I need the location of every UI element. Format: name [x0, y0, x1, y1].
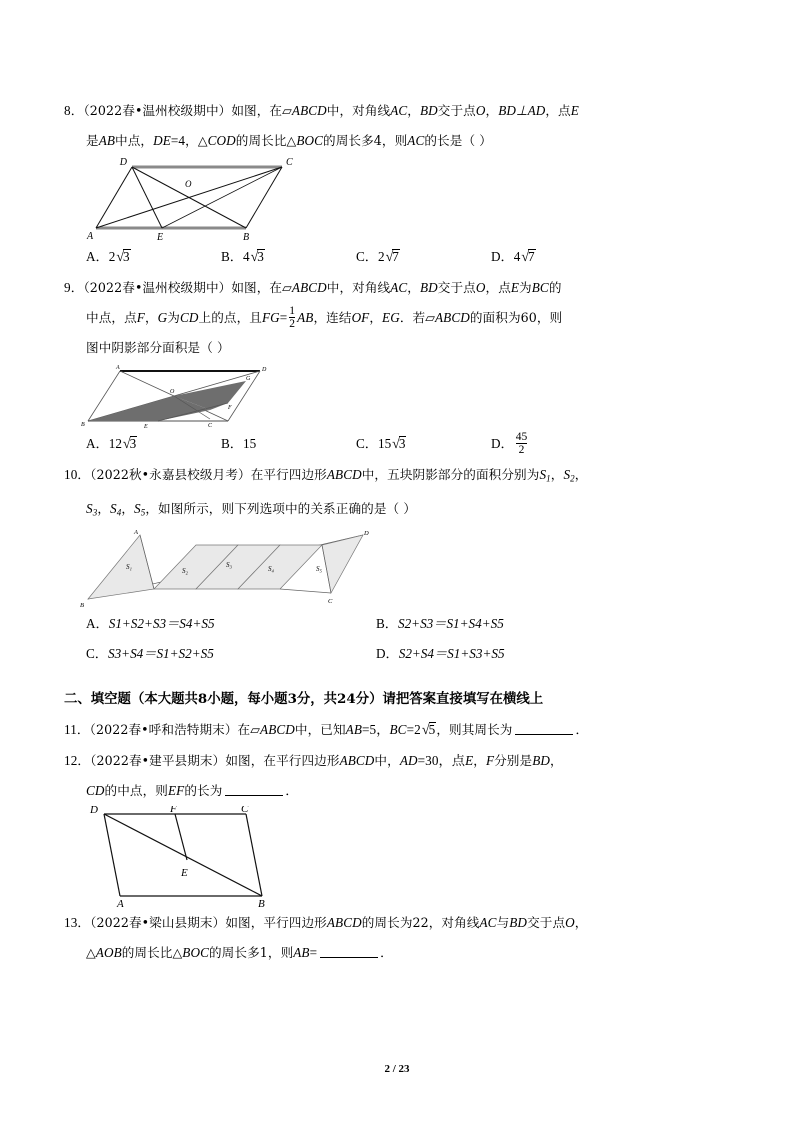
q11-answer-blank[interactable] — [515, 722, 573, 735]
q10-option-b-text: S2+S3＝S1+S4+S5 — [397, 616, 504, 632]
q10-s5-sub: 5 — [140, 507, 146, 518]
q10-label-C: C — [328, 598, 333, 606]
question-8 — [64, 96, 732, 273]
q13-t5: 的周长比△ — [121, 945, 183, 961]
question-13 — [64, 908, 732, 968]
q13-source: （2022春•梁山县期末） — [90, 915, 226, 931]
q9-t7: 中点，点 — [86, 310, 137, 325]
q12-label-A: A — [117, 898, 124, 909]
q9-c1: ， — [407, 280, 420, 295]
q10-label-S1: S₁ — [126, 563, 132, 572]
q12-t1: 如图，在平行四边形 — [225, 753, 340, 769]
q13-aob: AOB — [95, 945, 122, 961]
q9-t12: 的面积为60，则 — [469, 310, 563, 325]
q9-fg: FG — [261, 310, 280, 325]
q9-F: F — [136, 310, 145, 325]
q8-figure — [64, 156, 732, 242]
q9-label-B: B — [81, 422, 85, 428]
q8-t6: 是 — [86, 133, 99, 148]
q9-eq: = — [279, 310, 288, 325]
q13-t2: 的周长为22，对角线 — [361, 915, 480, 931]
q10-option-a-label: A． — [86, 616, 109, 632]
q8-option-b-radicand: 3 — [257, 249, 264, 264]
q10-label-D: D — [364, 530, 369, 538]
q12-t2: 中， — [374, 753, 400, 769]
q9-abcd: ABCD — [291, 280, 327, 295]
q9-t5: 为 — [519, 280, 532, 295]
q9-option-a[interactable]: A．12√3 — [86, 436, 137, 452]
q9-label-C: C — [208, 423, 213, 429]
q9-label-A: A — [116, 365, 120, 371]
q9-label-G: G — [246, 376, 251, 382]
q8-options — [64, 242, 732, 273]
q9-fraction-half — [289, 305, 295, 331]
page-content — [64, 96, 732, 968]
q9-frac-num: 1 — [289, 305, 296, 318]
q13-t6: 的周长多1，则 — [208, 945, 294, 961]
q12-label-F: F — [170, 806, 177, 816]
q8-label-A: A — [87, 231, 94, 242]
q9-ab: AB — [297, 310, 314, 325]
section-2-heading: 二、填空题（本大题共8小题，每小题3分，共24分）请把答案直接填写在横线上 — [64, 691, 544, 708]
q13-bd: BD — [509, 915, 528, 931]
q8-option-c[interactable]: C．2√7 — [356, 249, 399, 265]
question-11 — [64, 715, 732, 746]
q8-option-d-label: D． — [491, 249, 514, 264]
q9-label-D: D — [262, 367, 267, 373]
q8-t7: 中点， — [115, 133, 154, 148]
q8-option-a-coef: 2 — [108, 249, 116, 264]
q9-abcd2: ABCD — [435, 310, 470, 325]
q10-option-d-text: S2+S4＝S1+S3+S5 — [398, 646, 505, 662]
q8-option-a-radicand: 3 — [123, 249, 130, 264]
q9-cd: CD — [179, 310, 199, 325]
q8-number: 8 — [64, 103, 71, 118]
q8-option-a-label: A． — [86, 249, 109, 264]
q13-abcd: ABCD — [326, 915, 362, 931]
q11-number: 11 — [64, 722, 77, 738]
q12-ef: EF — [168, 783, 185, 799]
q8-de-val: =4 — [170, 133, 186, 148]
q9-option-d-den: 2 — [516, 443, 528, 456]
q9-option-a-label: A． — [86, 436, 109, 451]
q13-t3: 与 — [496, 915, 510, 931]
q9-option-d-fraction — [516, 431, 528, 457]
q8-option-b-label: B． — [221, 249, 243, 264]
q9-t8: 为 — [167, 310, 180, 325]
q9-frac-den: 2 — [289, 318, 296, 331]
q10-t2: 中，五块阴影部分的面积分别为 — [361, 467, 540, 482]
q8-option-d-coef: 4 — [513, 249, 521, 264]
q9-option-c-label: C． — [356, 436, 378, 451]
q9-line-2 — [64, 303, 732, 333]
q12-t4: 的中点，则 — [104, 783, 168, 799]
q13-line-2 — [64, 938, 732, 968]
q13-o: O — [565, 915, 575, 931]
q13-number: 13 — [64, 915, 78, 931]
q10-option-c-text: S3+S4＝S1+S2+S5 — [107, 646, 214, 662]
q8-t4: ， — [485, 103, 499, 118]
q12-answer-blank[interactable] — [225, 783, 283, 796]
q10-c3: ， — [97, 500, 111, 516]
q10-option-c[interactable] — [86, 639, 376, 669]
q12-period: ． — [285, 783, 299, 799]
q12-label-D: D — [90, 806, 98, 817]
q10-c4: ， — [121, 500, 135, 516]
q10-s4-sub: 4 — [116, 507, 122, 518]
q8-c1: ， — [407, 103, 420, 118]
q8-t9: 的周长比△ — [235, 133, 297, 148]
q11-ab: AB — [345, 722, 362, 738]
q8-bd: BD — [420, 103, 438, 118]
q10-label-S4: S₄ — [268, 565, 274, 574]
q10-s1: S — [539, 467, 547, 482]
q8-t5: ，点 — [545, 103, 571, 118]
q9-t4: ，点 — [485, 280, 511, 295]
q8-de: DE — [153, 133, 171, 148]
q8-cod: COD — [207, 133, 236, 148]
q10-t3: ，如图所示，则下列选项中的关系正确的是（ ） — [145, 500, 417, 516]
question-12 — [64, 746, 732, 908]
q9-source: （2022春•温州校级期中） — [83, 280, 232, 295]
q10-s4: S — [110, 500, 117, 516]
q8-label-O: O — [185, 179, 192, 189]
q12-F: F — [485, 753, 495, 769]
q13-eq: = — [309, 945, 318, 961]
q10-label-S5: S₅ — [316, 565, 322, 574]
q11-par: ▱ — [250, 722, 261, 738]
q8-t2: 中，对角线 — [326, 103, 391, 118]
q9-o: O — [475, 280, 486, 295]
q13-answer-blank[interactable] — [320, 945, 378, 958]
q8-t1: 如图，在 — [231, 103, 283, 118]
q13-ac: AC — [479, 915, 497, 931]
q10-number: 10 — [64, 467, 78, 482]
q9-label-O: O — [170, 389, 175, 395]
q10-option-b[interactable] — [376, 609, 666, 639]
q8-line-1: 8．（2022春•温州校级期中）如图，在▱ABCD中，对角线AC，BD交于点O，BD⊥AD，点E — [64, 103, 579, 118]
q11-bc-val: =2 — [406, 722, 421, 738]
q12-ad: AD — [399, 753, 418, 769]
q9-number: 9 — [64, 280, 71, 295]
q9-eg: EG — [382, 310, 400, 325]
q10-source: （2022秋•永嘉县校级月考） — [90, 467, 251, 482]
q9-label-F: F — [228, 405, 232, 411]
q13-ab: AB — [293, 945, 310, 961]
q9-par2: ▱ — [425, 310, 436, 325]
q8-abcd: ABCD — [291, 103, 327, 118]
q10-label-B: B — [80, 602, 84, 610]
q10-option-d-label: D． — [376, 646, 399, 662]
q10-label-S2: S₂ — [182, 567, 188, 576]
q8-ab: AB — [98, 133, 116, 148]
q10-options-row2 — [64, 639, 732, 669]
q9-c2: ， — [144, 310, 158, 325]
q12-t5: 的长为 — [184, 783, 223, 799]
q8-option-c-coef: 2 — [377, 249, 385, 264]
q9-option-b-label: B． — [221, 436, 243, 451]
q13-tri1: △ — [86, 945, 96, 961]
q8-boc: BOC — [296, 133, 324, 148]
q10-s3-sub: 3 — [92, 507, 98, 518]
question-9 — [64, 273, 732, 460]
q10-c1: ， — [550, 467, 564, 482]
q9-option-c-radicand: 3 — [398, 436, 406, 451]
q9-bd: BD — [420, 280, 438, 295]
q10-s1-sub: 1 — [546, 473, 551, 484]
q9-option-b-value: 15 — [242, 436, 257, 451]
q9-t9: 上的点，且 — [198, 310, 262, 325]
q9-c3: ， — [369, 310, 383, 325]
q13-c1: ， — [574, 915, 588, 931]
q11-t3: ，则其周长为 — [436, 722, 513, 738]
q8-t3: 交于点 — [437, 103, 476, 118]
q10-abcd: ABCD — [326, 467, 362, 482]
q8-option-d-radicand: 7 — [528, 249, 535, 264]
q11-period: ． — [575, 722, 589, 738]
q10-options-row1 — [64, 609, 732, 639]
q10-figure — [64, 527, 732, 609]
q13-period: ． — [380, 945, 393, 961]
q8-par-symbol: ▱ — [282, 103, 292, 118]
q10-line-1: 10．（2022秋•永嘉县校级月考）在平行四边形ABCD中，五块阴影部分的面积分别为$S_1$，$S_2$， — [64, 467, 588, 484]
q9-label-E: E — [144, 424, 148, 429]
q12-line-1: 12．（2022春•建平县期末）如图，在平行四边形ABCD中，AD=30，点E，F分别是BD， — [64, 753, 563, 769]
q8-option-b[interactable]: B．4√3 — [221, 249, 264, 265]
q10-s5: S — [134, 500, 141, 516]
q12-figure — [64, 806, 732, 908]
q10-option-a-text: S1+S2+S3＝S4+S5 — [108, 616, 215, 632]
q9-options — [64, 429, 732, 460]
q8-t11: 的长是（ ） — [424, 133, 492, 148]
q9-G: G — [157, 310, 168, 325]
q12-cd: CD — [86, 783, 105, 799]
q9-option-a-coef: 12 — [108, 436, 122, 451]
q8-option-c-radicand: 7 — [392, 249, 399, 264]
q9-option-c[interactable]: C．15√3 — [356, 436, 406, 452]
q11-radicand: 5 — [428, 722, 436, 738]
q10-option-b-label: B． — [376, 616, 398, 632]
q9-t6: 的 — [548, 280, 562, 295]
q9-option-d-label: D． — [491, 436, 514, 451]
q9-line-3 — [64, 333, 732, 363]
q9-t10: ，连结 — [313, 310, 352, 325]
q12-E: E — [465, 753, 474, 769]
q10-label-A: A — [134, 529, 138, 537]
q12-label-B: B — [258, 898, 265, 909]
q12-source: （2022春•建平县期末） — [90, 753, 226, 769]
q12-line-2 — [64, 776, 732, 806]
q11-t1: 在 — [237, 722, 251, 738]
q8-label-D: D — [119, 157, 127, 168]
q8-t8: ，△ — [185, 133, 208, 148]
q9-line-1: 9．（2022春•温州校级期中）如图，在▱ABCD中，对角线AC，BD交于点O，点E为BC的 — [64, 280, 562, 295]
q8-E: E — [570, 103, 579, 118]
q9-t1: 如图，在 — [231, 280, 283, 295]
q9-t3: 交于点 — [437, 280, 476, 295]
q12-abcd: ABCD — [339, 753, 375, 769]
q9-option-b[interactable] — [221, 429, 356, 460]
q13-line-1: 13．（2022春•梁山县期末）如图，平行四边形ABCD的周长为22，对角线AC与BD交于点O， — [64, 915, 588, 931]
q12-t3: 分别是 — [494, 753, 533, 769]
q10-line-2 — [64, 494, 732, 528]
page-footer: 2 / 23 — [384, 1063, 410, 1075]
q9-figure — [64, 363, 732, 429]
q11-source: （2022春•呼和浩特期末） — [89, 722, 238, 738]
q9-t11: ．若 — [399, 310, 426, 325]
q9-option-a-radicand: 3 — [129, 436, 137, 451]
q13-t4: 交于点 — [527, 915, 566, 931]
q9-t2: 中，对角线 — [326, 280, 391, 295]
q9-option-c-coef: 15 — [377, 436, 392, 451]
q8-line-2 — [64, 126, 732, 156]
q10-s2-sub: 2 — [570, 473, 575, 484]
q13-t1: 如图，平行四边形 — [225, 915, 327, 931]
q10-s2: S — [563, 467, 571, 482]
q8-option-d[interactable]: D．4√7 — [491, 249, 535, 265]
q8-option-c-label: C． — [356, 249, 378, 264]
q11-line-1: 11．（2022春•呼和浩特期末）在▱ABCD中，已知AB=5，BC=2√5，则其周长为 ． — [64, 722, 589, 739]
q11-t2: 中，已知 — [294, 722, 346, 738]
q10-t1: 在平行四边形 — [250, 467, 327, 482]
q12-number: 12 — [64, 753, 78, 769]
q8-source: （2022春•温州校级期中） — [83, 103, 232, 118]
q8-label-B: B — [243, 232, 250, 242]
q9-E: E — [510, 280, 520, 295]
q12-ad-val: =30，点 — [417, 753, 466, 769]
q11-abcd: ABCD — [260, 722, 295, 738]
q8-label-C: C — [286, 157, 293, 168]
q11-ab-val: =5， — [361, 722, 390, 738]
q11-bc: BC — [389, 722, 407, 738]
q9-ac: AC — [390, 280, 408, 295]
q10-s3: S — [86, 500, 93, 516]
q8-option-b-coef: 4 — [242, 249, 250, 264]
q10-option-d[interactable] — [376, 639, 666, 669]
q8-perp: BD⊥AD — [498, 103, 546, 118]
q10-option-c-label: C． — [86, 646, 108, 662]
q8-option-a[interactable]: A．2√3 — [86, 249, 130, 265]
q9-bc: BC — [531, 280, 549, 295]
q8-ac: AC — [390, 103, 408, 118]
q12-bd: BD — [532, 753, 550, 769]
q12-label-C: C — [241, 806, 249, 816]
q9-option-d[interactable] — [491, 429, 626, 460]
q10-c2: ， — [574, 467, 588, 482]
q8-o: O — [475, 103, 486, 118]
q9-of: OF — [351, 310, 370, 325]
q12-c2: ， — [549, 753, 563, 769]
q9-par-symbol: ▱ — [282, 280, 292, 295]
q8-t10: 的周长多4，则 — [323, 133, 408, 148]
q10-option-a[interactable] — [86, 609, 376, 639]
q9-t13: 图中阴影部分面积是（ ） — [86, 340, 230, 355]
q12-label-E: E — [181, 867, 188, 880]
q8-ac2: AC — [407, 133, 425, 148]
q13-boc: BOC — [182, 945, 209, 961]
q8-label-E: E — [157, 232, 164, 242]
q9-option-d-num: 45 — [515, 431, 528, 444]
q10-label-S3: S₃ — [226, 561, 232, 570]
q12-c1: ， — [473, 753, 486, 769]
question-10 — [64, 460, 732, 669]
